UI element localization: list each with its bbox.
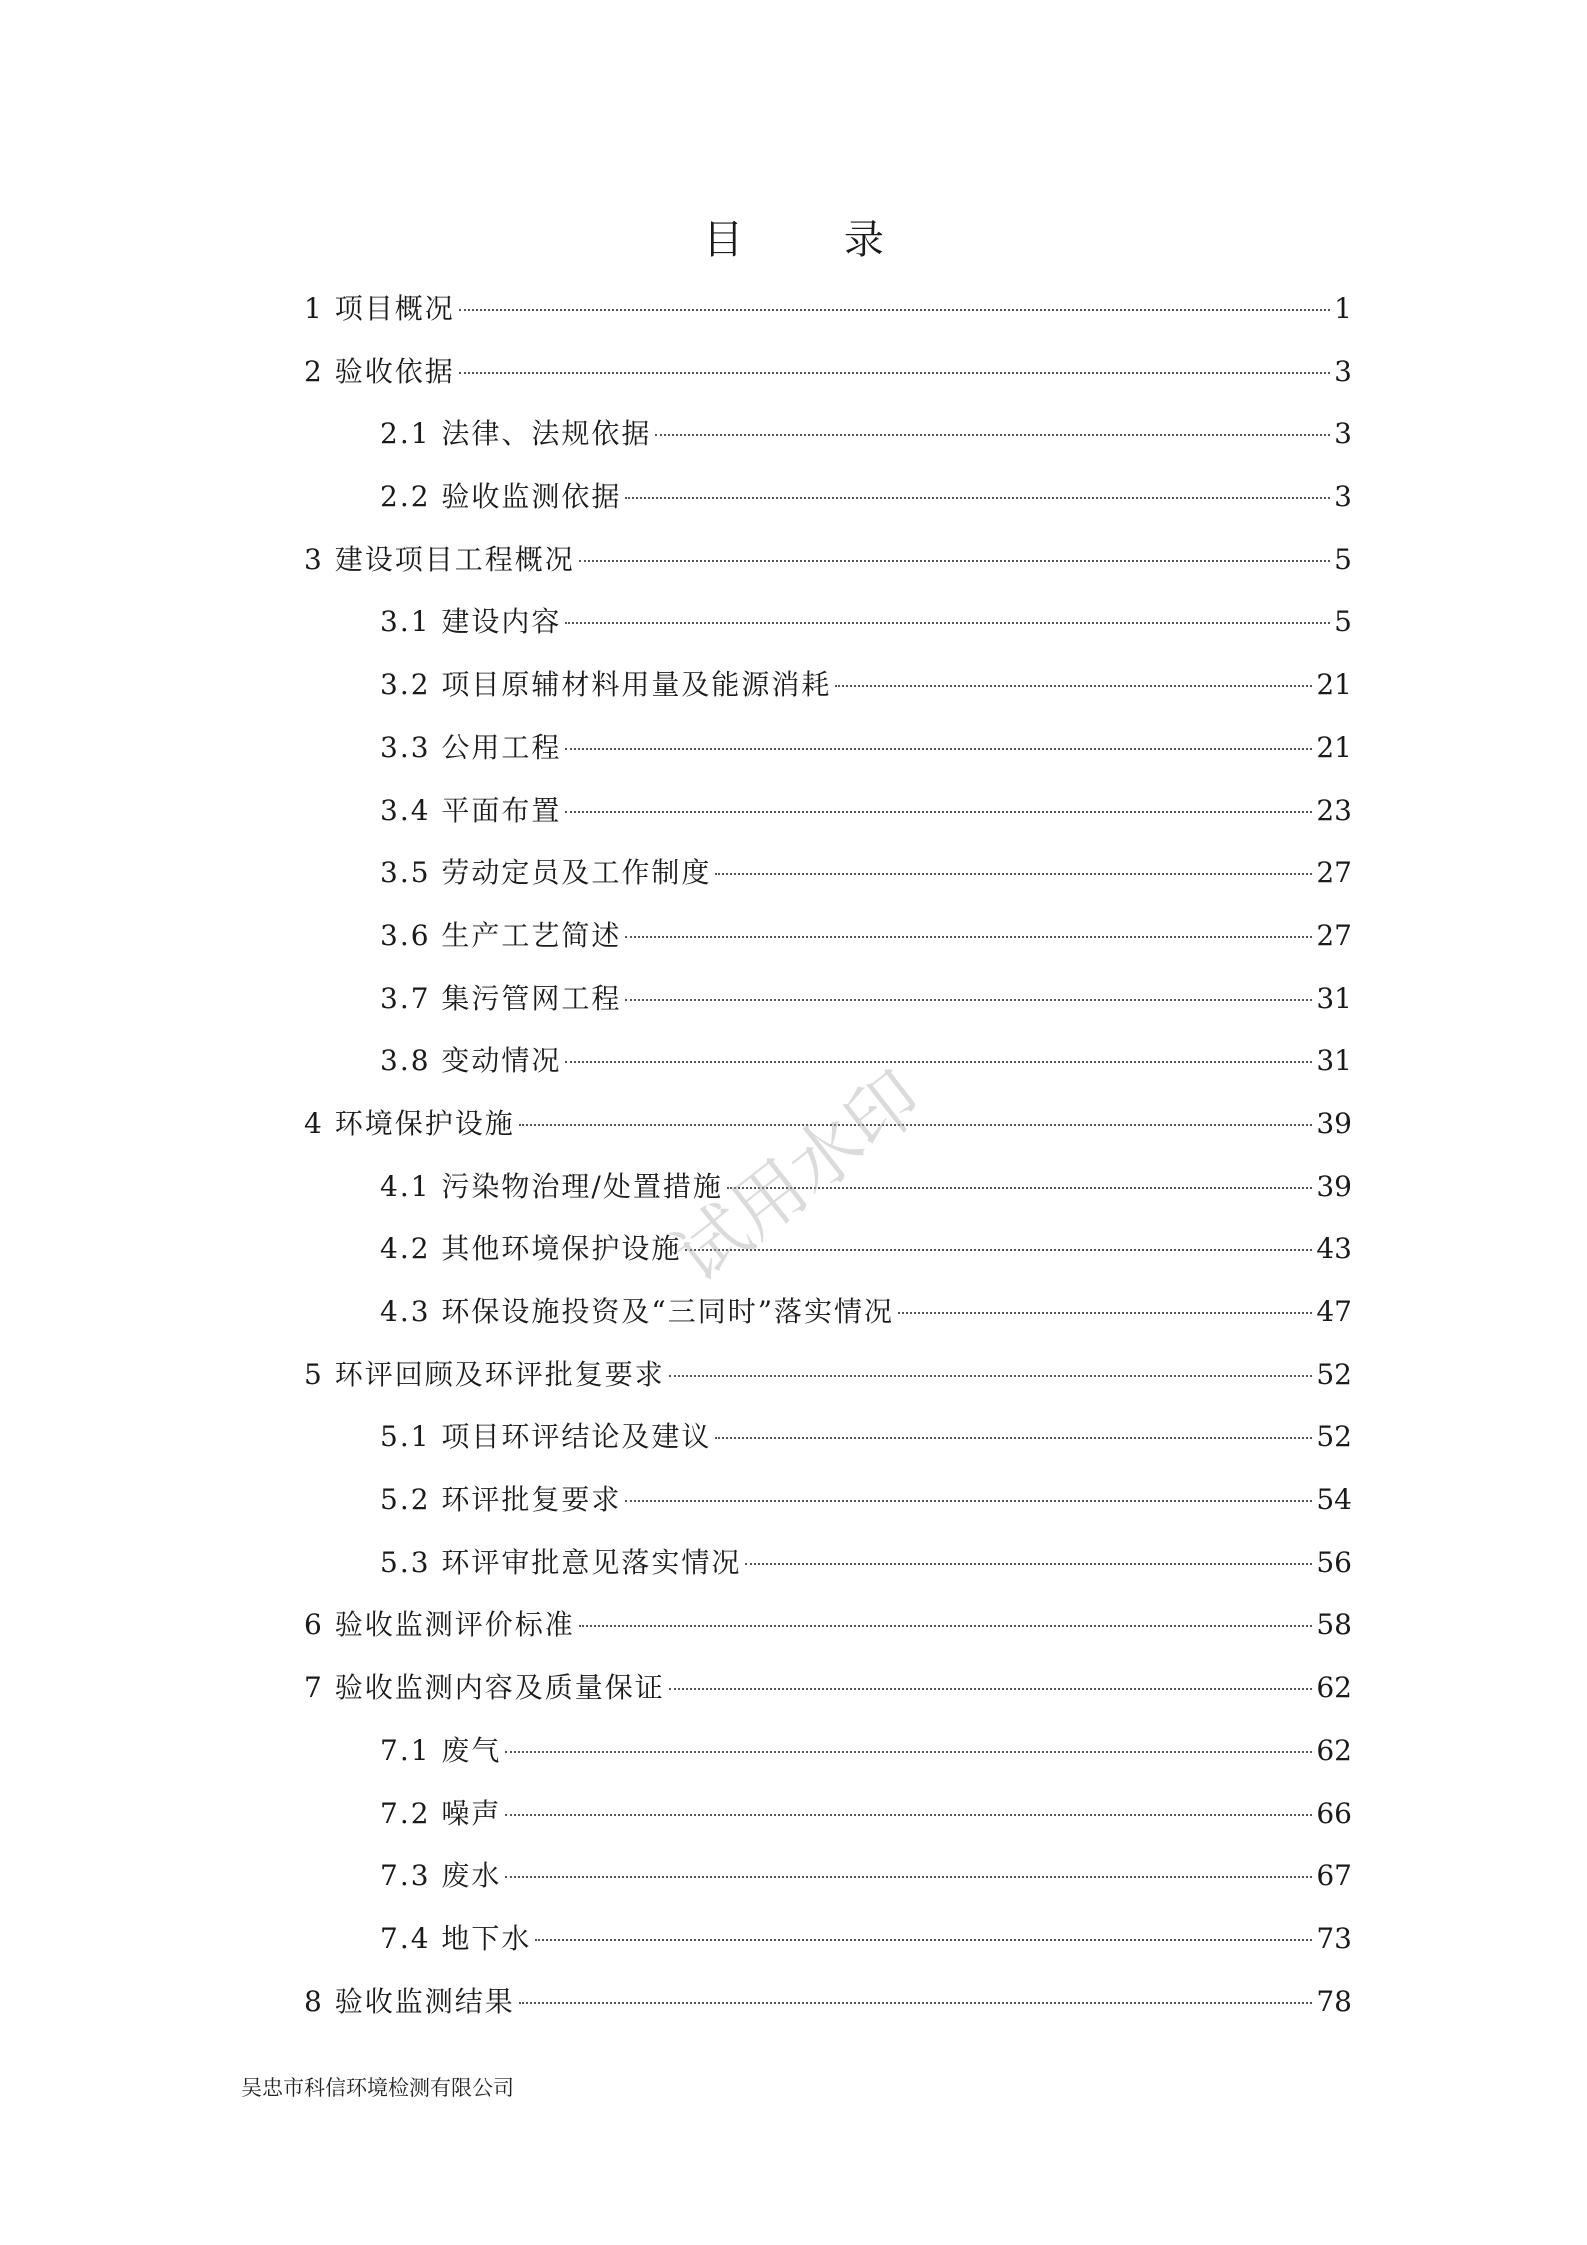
toc-entry[interactable] — [304, 1603, 1352, 1666]
toc-entry-label: 2.1 法律、法规依据 — [380, 417, 652, 451]
toc-entry-label: 7.2 噪声 — [380, 1796, 502, 1830]
toc-entry[interactable] — [304, 914, 1352, 977]
toc-dot-leader — [625, 999, 1312, 1001]
toc-dot-leader — [745, 1563, 1312, 1565]
toc-entry-label: 1 项目概况 — [304, 292, 455, 325]
toc-dot-leader — [715, 873, 1312, 875]
toc-entry-label: 7.4 地下水 — [380, 1921, 532, 1955]
toc-entry[interactable] — [304, 1729, 1352, 1792]
toc-entry[interactable] — [304, 1980, 1352, 2043]
toc-entry-label: 7.3 废水 — [380, 1859, 502, 1893]
toc-page-number: 39 — [1316, 1106, 1352, 1140]
toc-entry-label: 4 环境保护设施 — [304, 1106, 515, 1140]
toc-page-number: 21 — [1316, 730, 1352, 764]
toc-page-number: 27 — [1316, 918, 1352, 952]
toc-entry[interactable] — [304, 663, 1352, 726]
toc-entry-label: 4.2 其他环境保护设施 — [380, 1232, 682, 1266]
toc-dot-leader — [579, 1625, 1313, 1627]
toc-page-number: 21 — [1316, 668, 1352, 702]
toc-page-number: 52 — [1316, 1420, 1352, 1454]
toc-page-number: 3 — [1334, 354, 1352, 388]
toc-entry[interactable] — [304, 287, 1352, 350]
toc-dot-leader — [565, 622, 1330, 624]
toc-page-number: 43 — [1316, 1232, 1352, 1266]
toc-entry-label: 5 环评回顾及环评批复要求 — [304, 1357, 665, 1391]
toc-page-number: 5 — [1334, 605, 1352, 639]
toc-entry-label: 3.1 建设内容 — [380, 605, 562, 639]
toc-page-number: 47 — [1316, 1295, 1352, 1328]
toc-dot-leader — [519, 1124, 1313, 1126]
toc-entry-label: 7 验收监测内容及质量保证 — [304, 1671, 665, 1705]
toc-dot-leader — [898, 1312, 1312, 1314]
toc-dot-leader — [685, 1249, 1312, 1251]
toc-dot-leader — [835, 685, 1312, 687]
toc-page-number: 78 — [1316, 1984, 1352, 2018]
toc-entry-label: 3.8 变动情况 — [380, 1044, 562, 1078]
toc-page-number: 39 — [1316, 1169, 1352, 1203]
toc-dot-leader — [565, 1061, 1312, 1063]
toc-dot-leader — [519, 2002, 1313, 2004]
page-title: 目 录 — [703, 217, 928, 263]
toc-entry[interactable] — [304, 977, 1352, 1040]
toc-entry-label: 5.2 环评批复要求 — [380, 1483, 622, 1517]
toc-entry[interactable] — [304, 600, 1352, 663]
toc-entry-label: 6 验收监测评价标准 — [304, 1608, 575, 1642]
toc-entry[interactable] — [304, 1227, 1352, 1290]
toc-dot-leader — [505, 1751, 1312, 1753]
toc-entry[interactable] — [304, 1165, 1352, 1228]
toc-dot-leader — [579, 560, 1330, 562]
toc-entry[interactable] — [304, 1917, 1352, 1980]
toc-page-number: 31 — [1316, 981, 1352, 1015]
watermark: 试用水印 — [658, 1054, 938, 1299]
toc-dot-leader — [565, 748, 1312, 750]
toc-entry[interactable] — [304, 726, 1352, 789]
toc-entry[interactable] — [304, 1353, 1352, 1416]
toc-page-number: 31 — [1316, 1044, 1352, 1078]
toc-entry-label: 5.3 环评审批意见落实情况 — [380, 1545, 742, 1579]
toc-entry[interactable] — [304, 1039, 1352, 1102]
toc-dot-leader — [459, 309, 1330, 311]
toc-entry[interactable] — [304, 412, 1352, 475]
toc-entry-label: 7.1 废气 — [380, 1733, 502, 1767]
toc-page-number: 66 — [1316, 1796, 1352, 1830]
toc-dot-leader — [565, 811, 1312, 813]
table-of-contents — [304, 287, 1352, 2042]
toc-page-number: 3 — [1334, 417, 1352, 451]
toc-entry-label: 2 验收依据 — [304, 354, 455, 388]
toc-page-number: 67 — [1316, 1859, 1352, 1893]
toc-entry-label: 3.2 项目原辅材料用量及能源消耗 — [380, 668, 832, 702]
toc-dot-leader — [459, 372, 1330, 374]
toc-entry-label: 4.1 污染物治理/处置措施 — [380, 1169, 723, 1203]
toc-page-number: 73 — [1316, 1921, 1352, 1955]
toc-dot-leader — [505, 1876, 1312, 1878]
toc-entry[interactable] — [304, 1792, 1352, 1855]
toc-entry-label: 5.1 项目环评结论及建议 — [380, 1420, 712, 1454]
toc-entry[interactable] — [304, 538, 1352, 601]
toc-entry-label: 4.3 环保设施投资及“三同时”落实情况 — [380, 1295, 895, 1328]
toc-entry-label: 2.2 验收监测依据 — [380, 480, 622, 514]
toc-dot-leader — [625, 497, 1330, 499]
toc-entry[interactable] — [304, 1541, 1352, 1604]
toc-entry-label: 8 验收监测结果 — [304, 1984, 515, 2018]
toc-entry-label: 3.3 公用工程 — [380, 730, 562, 764]
toc-page-number: 27 — [1316, 856, 1352, 890]
toc-dot-leader — [715, 1437, 1312, 1439]
toc-entry-label: 3.4 平面布置 — [380, 793, 562, 827]
toc-page-number: 62 — [1316, 1733, 1352, 1767]
toc-entry[interactable] — [304, 1478, 1352, 1541]
toc-entry[interactable] — [304, 851, 1352, 914]
toc-entry[interactable] — [304, 350, 1352, 413]
footer-company-name: 吴忠市科信环境检测有限公司 — [241, 2076, 514, 2100]
toc-entry[interactable] — [304, 789, 1352, 852]
toc-entry-label: 3.7 集污管网工程 — [380, 981, 622, 1015]
toc-entry[interactable] — [304, 1666, 1352, 1729]
toc-dot-leader — [535, 1939, 1312, 1941]
toc-page-number: 52 — [1316, 1357, 1352, 1391]
toc-entry[interactable] — [304, 475, 1352, 538]
toc-page-number: 58 — [1316, 1608, 1352, 1642]
toc-dot-leader — [505, 1814, 1312, 1816]
toc-page-number: 54 — [1316, 1483, 1352, 1517]
toc-dot-leader — [625, 1500, 1312, 1502]
toc-dot-leader — [669, 1375, 1313, 1377]
toc-dot-leader — [655, 434, 1330, 436]
toc-page-number: 56 — [1316, 1545, 1352, 1579]
toc-entry[interactable] — [304, 1415, 1352, 1478]
toc-dot-leader — [727, 1187, 1312, 1189]
toc-entry[interactable] — [304, 1290, 1352, 1353]
toc-dot-leader — [625, 936, 1312, 938]
toc-page-number: 3 — [1334, 480, 1352, 514]
toc-page-number: 62 — [1316, 1671, 1352, 1705]
toc-dot-leader — [669, 1688, 1313, 1690]
toc-entry-label: 3.5 劳动定员及工作制度 — [380, 856, 712, 890]
toc-page-number: 5 — [1334, 542, 1352, 576]
toc-entry-label: 3.6 生产工艺简述 — [380, 918, 622, 952]
toc-page-number: 1 — [1334, 292, 1352, 325]
toc-entry[interactable] — [304, 1854, 1352, 1917]
toc-entry-label: 3 建设项目工程概况 — [304, 542, 575, 576]
toc-entry[interactable] — [304, 1102, 1352, 1165]
toc-page-number: 23 — [1316, 793, 1352, 827]
